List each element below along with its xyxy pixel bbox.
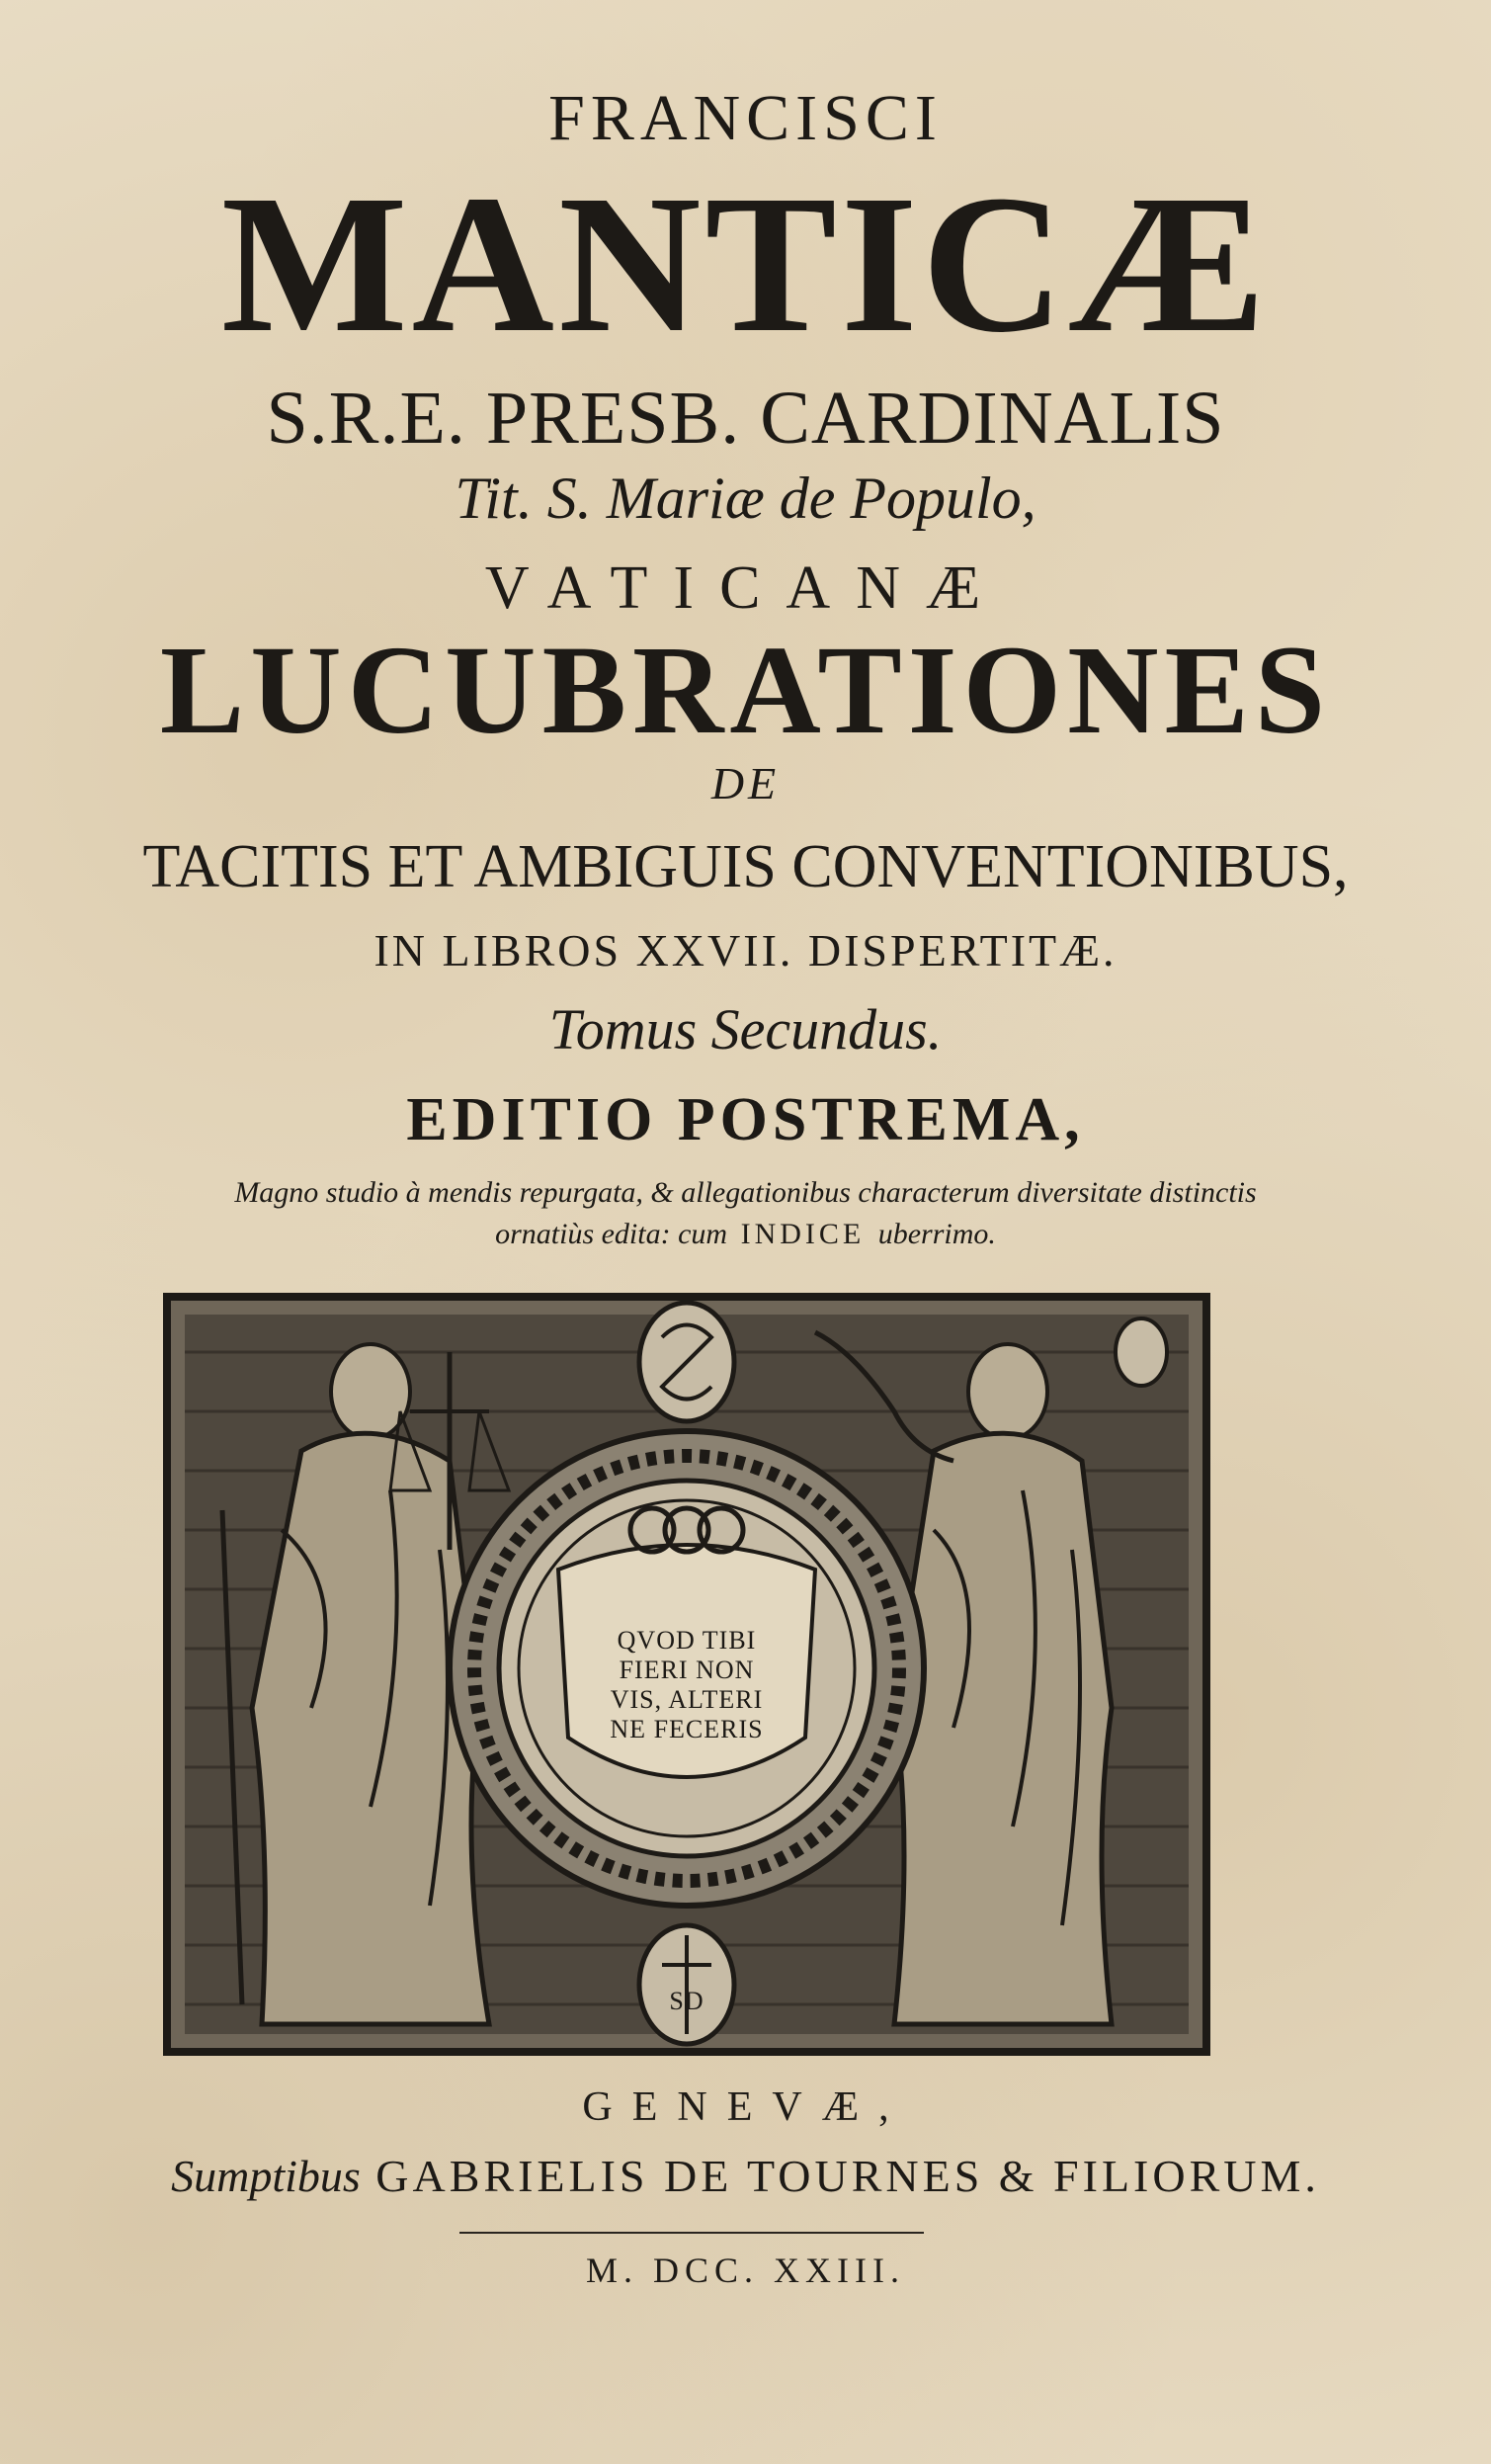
imprint-sumptibus: Sumptibus — [171, 2151, 361, 2201]
imprint-rule — [459, 2232, 924, 2234]
motto-line-4: NE FECERIS — [610, 1715, 764, 1743]
author-first-name: FRANCISCI — [548, 82, 943, 154]
imprint-year: M. DCC. XXIII. — [586, 2251, 905, 2290]
work-subject: TACITIS ET AMBIGUIS CONVENTIONIBUS, — [142, 833, 1349, 900]
edition-note-line-1: Magno studio à mendis repurgata, & allegationibus characterum diversitate distinctis — [234, 1176, 1257, 1209]
motto-line-3: VIS, ALTERI — [610, 1685, 764, 1714]
work-title-line-1: VATICANÆ — [484, 554, 1007, 622]
work-title-line-2: LUCUBRATIONES — [159, 620, 1332, 760]
central-wreath — [450, 1431, 924, 1906]
author-titular-church: Tit. S. Mariæ de Populo, — [455, 466, 1036, 531]
volume-label: Tomus Secundus. — [548, 997, 943, 1062]
edition-note-before: ornatiùs edita: cum — [495, 1218, 728, 1250]
work-title-line-3: DE — [710, 758, 781, 808]
imprint-publisher-line — [0, 2150, 1491, 2202]
imprint-city: GENEVÆ, — [582, 2084, 909, 2130]
bottom-monogram-medallion — [639, 1925, 734, 2044]
motto-line-1: QVOD TIBI — [617, 1626, 757, 1655]
author-rank: S.R.E. PRESB. CARDINALIS — [266, 377, 1225, 460]
edition-label: EDITIO POSTREMA, — [406, 1086, 1085, 1153]
motto-line-2: FIERI NON — [619, 1656, 755, 1684]
author-last-name: MANTICÆ — [220, 155, 1271, 374]
device-monogram: SD — [669, 1987, 704, 2015]
edition-note-after: uberrimo. — [877, 1218, 996, 1250]
top-monogram-medallion — [639, 1303, 734, 1421]
printers-device-woodcut — [163, 1293, 1210, 2056]
work-books: IN LIBROS XXVII. DISPERTITÆ. — [373, 925, 1118, 976]
imprint-publisher: GABRIELIS DE TOURNES & FILIORUM. — [375, 2151, 1320, 2201]
edition-note-line-2 — [0, 1218, 1491, 1251]
edition-note-index: INDICE — [740, 1218, 866, 1250]
